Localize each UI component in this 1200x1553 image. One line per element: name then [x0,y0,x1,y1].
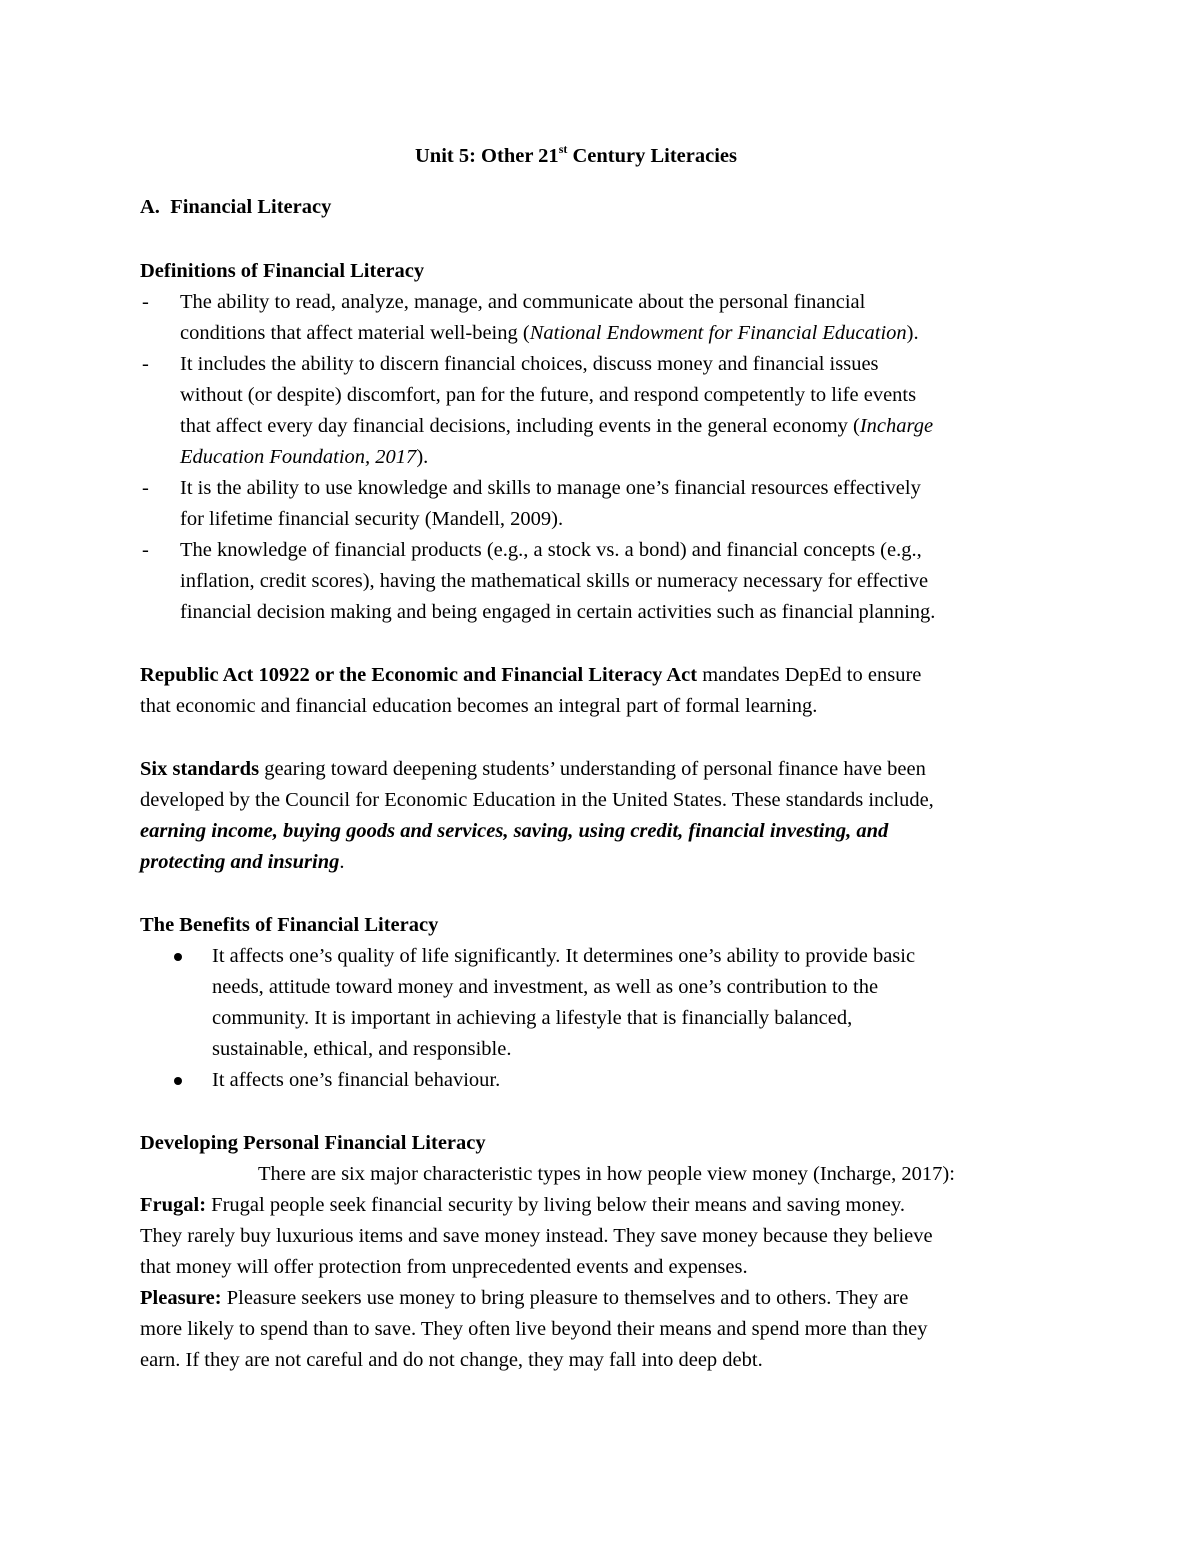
definition-3-line-1: It is the ability to use knowledge and skills to manage one’s financial resources effectively [180,477,921,499]
definitions-heading: Definitions of Financial Literacy [140,260,425,282]
type-frugal-line-1: Frugal: Frugal people seek financial security by living below their means and saving money. [140,1194,905,1216]
definition-4-line-3: financial decision making and being engaged in certain activities such as financial planning. [180,601,936,623]
six-standards-line-3: earning income, buying goods and services, saving, using credit, financial investing, and [140,820,889,842]
type-pleasure-line-2: more likely to spend than to save. They often live beyond their means and spend more than they [140,1318,928,1340]
benefit-1-line-1: It affects one’s quality of life significantly. It determines one’s ability to provide basic [212,945,916,967]
benefits-heading: The Benefits of Financial Literacy [140,914,439,936]
section-a-heading: A. Financial Literacy [140,196,332,218]
bullet-dot-icon [174,953,182,961]
definition-2-line-1: It includes the ability to discern financial choices, discuss money and financial issues [180,353,879,375]
developing-intro: There are six major characteristic types in how people view money (Incharge, 2017): [258,1163,955,1185]
six-standards-line-2: developed by the Council for Economic Education in the United States. These standards include, [140,789,934,811]
definition-4-line-1: The knowledge of financial products (e.g., a stock vs. a bond) and financial concepts (e.g., [180,539,922,561]
definition-4-line-2: inflation, credit scores), having the mathematical skills or numeracy necessary for effective [180,570,929,592]
definition-3-line-2: for lifetime financial security (Mandell, 2009). [180,508,564,530]
definition-2-line-4: Education Foundation, 2017). [180,446,429,468]
republic-act-line-1: Republic Act 10922 or the Economic and Financial Literacy Act mandates DepEd to ensure [140,664,922,686]
republic-act-line-2: that economic and financial education becomes an integral part of formal learning. [140,695,818,717]
benefit-1-line-2: needs, attitude toward money and investment, as well as one’s contribution to the [212,976,879,998]
definition-1-line-2: conditions that affect material well-being (National Endowment for Financial Education). [180,322,919,344]
six-standards-line-4: protecting and insuring. [140,851,345,873]
definition-2-dash: - [142,353,149,375]
title-superscript: st [558,142,568,156]
benefit-1-line-4: sustainable, ethical, and responsible. [212,1038,512,1060]
benefit-2-line-1: It affects one’s financial behaviour. [212,1069,501,1091]
definition-3-dash: - [142,477,149,499]
definition-1-dash: - [142,291,149,313]
six-standards-line-1: Six standards gearing toward deepening students’ understanding of personal finance have been [140,758,926,780]
type-frugal-line-2: They rarely buy luxurious items and save money instead. They save money because they believe [140,1225,933,1247]
developing-heading: Developing Personal Financial Literacy [140,1132,486,1154]
definition-2-line-2: without (or despite) discomfort, pan for the future, and respond competently to life events [180,384,917,406]
type-frugal-line-3: that money will offer protection from unprecedented events and expenses. [140,1256,748,1278]
definition-1-line-1: The ability to read, analyze, manage, and communicate about the personal financial [180,291,866,313]
type-pleasure-line-1: Pleasure: Pleasure seekers use money to bring pleasure to themselves and to others. They are [140,1287,909,1309]
page-title: Unit 5: Other 21st Century Literacies [415,142,738,167]
benefit-1-line-3: community. It is important in achieving a lifestyle that is financially balanced, [212,1007,853,1029]
type-pleasure-line-3: earn. If they are not careful and do not change, they may fall into deep debt. [140,1349,763,1371]
definition-4-dash: - [142,539,149,561]
definition-2-line-3: that affect every day financial decisions, including events in the general economy (Incharge [180,415,934,437]
bullet-dot-icon [174,1077,182,1085]
